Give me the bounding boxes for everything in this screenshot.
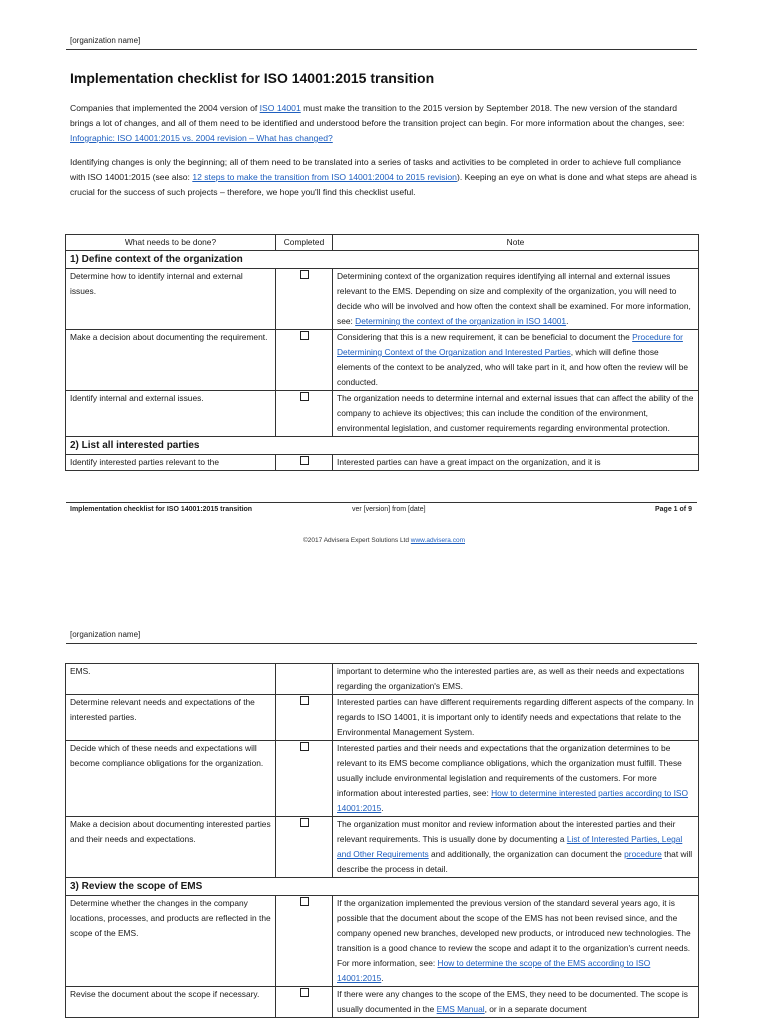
footer-page-number: Page 1 of 9 <box>655 506 692 513</box>
note-text: . <box>381 973 384 983</box>
procedure-context-link[interactable]: Procedure for Determining Context of the Organization and Interested Parties <box>337 332 683 357</box>
note-cell <box>333 817 699 878</box>
note-cell <box>333 330 699 391</box>
section-row-context <box>66 251 699 269</box>
header-rule <box>66 643 697 644</box>
task-cell: Make a decision about documenting the requirement. <box>66 330 276 391</box>
completed-cell <box>276 695 333 741</box>
task-cell: Decide which of these needs and expectations will become compliance obligations for the organization. <box>66 741 276 817</box>
note-cell <box>333 741 699 817</box>
iso-14001-link[interactable]: ISO 14001 <box>259 103 301 113</box>
note-text: . <box>566 316 569 326</box>
checklist-table-page1-area <box>0 233 768 498</box>
context-of-organization-link[interactable]: Determining the context of the organization in ISO 14001 <box>355 316 567 326</box>
section-title: 2) List all interested parties <box>66 437 699 455</box>
note-cell <box>333 987 699 1018</box>
table-row <box>66 741 699 817</box>
footer-version: ver [version] from [date] <box>352 506 426 513</box>
table-row <box>66 391 699 437</box>
ems-manual-link[interactable]: EMS Manual <box>436 1004 485 1014</box>
note-text: and additionally, the organization can document the <box>428 849 625 859</box>
completed-checkbox[interactable] <box>300 988 309 997</box>
completed-checkbox[interactable] <box>300 742 309 751</box>
completed-cell <box>276 987 333 1018</box>
task-cell: Determine whether the changes in the company locations, processes, and products are reflected in the scope of the EMS. <box>66 896 276 987</box>
task-cell: Determine relevant needs and expectations of the interested parties. <box>66 695 276 741</box>
section-title: 1) Define context of the organization <box>66 251 699 269</box>
organization-name-placeholder: [organization name] <box>70 36 141 45</box>
table-row <box>66 330 699 391</box>
column-header-completed: Completed <box>276 235 333 251</box>
note-text: that will describe the process in detail. <box>337 849 693 874</box>
task-cell: Revise the document about the scope if necessary. <box>66 987 276 1018</box>
interested-parties-link[interactable]: How to determine interested parties according to ISO 14001:2015 <box>337 788 689 813</box>
note-cell <box>333 896 699 987</box>
table-row <box>66 817 699 878</box>
note-cell: Interested parties can have different requirements regarding different aspects of the company. In regards to ISO 14001, it is important only to identify needs and expectations that relate to the Environmental Management System. <box>333 695 699 741</box>
completed-checkbox[interactable] <box>300 696 309 705</box>
completed-cell <box>276 664 333 695</box>
completed-cell <box>276 741 333 817</box>
note-cell: Interested parties can have a great impact on the organization, and it is <box>333 455 699 471</box>
intro-p2-text-a: Identifying changes is only the beginning; all of them need to be translated into a series of tasks and activities to be completed in order to achieve full compliance with ISO 14001:2015 (see also: <box>70 157 681 182</box>
intro-p1-text-a: Companies that implemented the 2004 version of <box>70 103 260 113</box>
advisera-link[interactable]: www.advisera.com <box>410 537 465 544</box>
section-row-interested-parties <box>66 437 699 455</box>
checklist-table-part-1 <box>65 234 699 471</box>
task-cell: Make a decision about documenting interested parties and their needs and expectations. <box>66 817 276 878</box>
completed-checkbox[interactable] <box>300 456 309 465</box>
copyright-text: ©2017 Advisera Expert Solutions Ltd <box>303 537 409 544</box>
note-text: Interested parties and their needs and expectations that the organization determines to be relevant to its EMS become compliance obligations, which the organization must fulfill. These usually include environmental legislation and requirements of the customers. For more information about interested parties, see: <box>337 743 682 798</box>
column-header-note: Note <box>333 235 699 251</box>
completed-checkbox[interactable] <box>300 818 309 827</box>
completed-cell <box>276 330 333 391</box>
completed-checkbox[interactable] <box>300 897 309 906</box>
table-row <box>66 269 699 330</box>
column-header-task: What needs to be done? <box>66 235 276 251</box>
note-cell <box>333 269 699 330</box>
completed-checkbox[interactable] <box>300 270 309 279</box>
task-cell: Identify interested parties relevant to the <box>66 455 276 471</box>
task-cell: Determine how to identify internal and external issues. <box>66 269 276 330</box>
note-text: . <box>381 803 384 813</box>
note-text: Determining context of the organization requires identifying all internal and external issues relevant to the EMS. Depending on size and complexity of the organization, you will need to decide who will be involved and how often the context shall be examined. For more information, see: <box>337 271 691 326</box>
document-page-2 <box>0 600 768 1024</box>
note-text: , or in a separate document <box>484 1004 587 1014</box>
section-title: 3) Review the scope of EMS <box>66 878 699 896</box>
footer-rule <box>66 502 697 503</box>
checklist-table-part-2 <box>65 663 699 1018</box>
completed-cell <box>276 455 333 471</box>
intro-p2-text-b: ). Keeping an eye on what is done and what steps are ahead is crucial for the success of such projects – therefore, we hope you'll find this checklist useful. <box>70 172 697 197</box>
note-cell: The organization needs to determine internal and external issues that can affect the ability of the company to achieve its objectives; this can include the condition of the environment, environmental legislation, and customer requirements regarding environmental protection. <box>333 391 699 437</box>
completed-cell <box>276 817 333 878</box>
twelve-steps-link[interactable]: 12 steps to make the transition from ISO 14001:2004 to 2015 revision <box>192 172 457 182</box>
intro-paragraph-1 <box>70 101 698 146</box>
table-row <box>66 695 699 741</box>
table-row <box>66 896 699 987</box>
list-of-interested-parties-link[interactable]: List of Interested Parties, Legal and Other Requirements <box>337 834 683 859</box>
note-text: If the organization implemented the previous version of the standard several years ago, it is possible that the document about the scope of the EMS has not been revised since, and the company opened new branches, developed new products, or introduced new technologies. The transition is a good chance to review the scope and adapt it to the organization's current needs. For more information, see: <box>337 898 691 968</box>
completed-cell <box>276 391 333 437</box>
section-row-scope <box>66 878 699 896</box>
task-cell: Identify internal and external issues. <box>66 391 276 437</box>
organization-name-placeholder: [organization name] <box>70 630 141 639</box>
footer-document-title: Implementation checklist for ISO 14001:2015 transition <box>70 506 253 513</box>
infographic-link[interactable]: Infographic: ISO 14001:2015 vs. 2004 revision – What has changed? <box>70 133 333 143</box>
copyright-line <box>0 537 768 544</box>
table-row <box>66 987 699 1018</box>
intro-p1-text-b: must make the transition to the 2015 version by September 2018. The new version of the standard brings a lot of changes, and all of them need to be identified and understood before the transition project can begin. For more information about the changes, see: <box>70 103 685 128</box>
table-header-row <box>66 235 699 251</box>
header-rule <box>66 49 697 50</box>
procedure-link[interactable]: procedure <box>624 849 662 859</box>
note-text: Considering that this is a new requirement, it can be beneficial to document the <box>337 332 633 342</box>
task-cell: EMS. <box>66 664 276 695</box>
completed-cell <box>276 896 333 987</box>
note-text: , which will define those elements of the context to be analyzed, who will take part in it, and how often the review will be conducted. <box>337 347 689 387</box>
completed-checkbox[interactable] <box>300 331 309 340</box>
completed-checkbox[interactable] <box>300 392 309 401</box>
table-row <box>66 455 699 471</box>
checklist-table-page2-area <box>0 662 768 1024</box>
note-text: The organization must monitor and review information about the interested parties and their relevant requirements. This is usually done by documenting a <box>337 819 676 844</box>
intro-paragraph-2 <box>70 155 698 200</box>
page-title: Implementation checklist for ISO 14001:2015 transition <box>70 70 435 86</box>
completed-cell <box>276 269 333 330</box>
note-text: If there were any changes to the scope of the EMS, they need to be documented. The scope is usually documented in the <box>337 989 688 1014</box>
table-row <box>66 664 699 695</box>
note-cell: important to determine who the interested parties are, as well as their needs and expectations regarding the organization's EMS. <box>333 664 699 695</box>
scope-of-ems-link[interactable]: How to determine the scope of the EMS according to ISO 14001:2015 <box>337 958 651 983</box>
